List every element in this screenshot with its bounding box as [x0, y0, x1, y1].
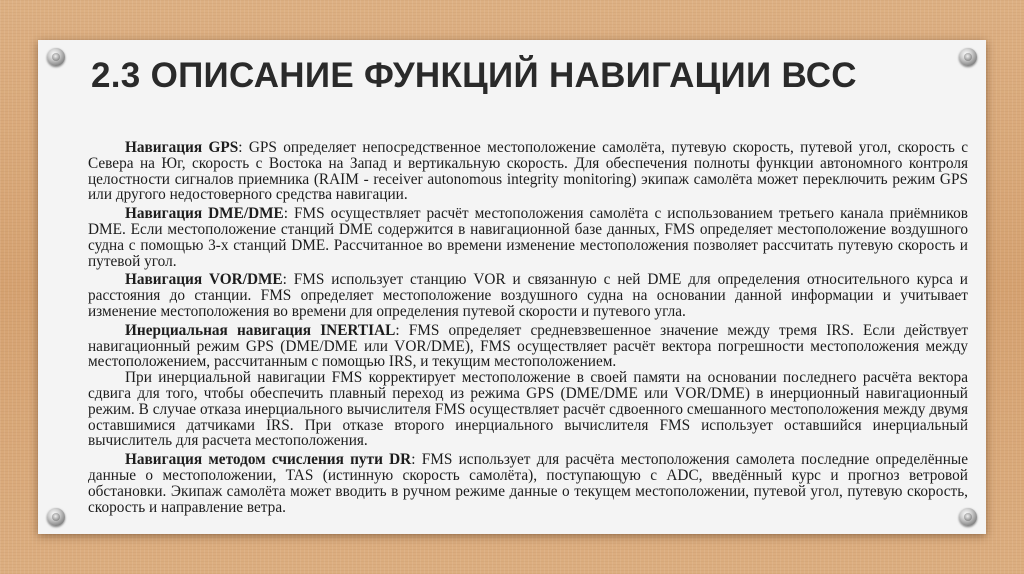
- slide-body: [88, 140, 968, 518]
- paragraph-lead: Инерциальная навигация INERTIAL: [125, 321, 396, 339]
- paragraph-lead: Навигация методом счисления пути DR: [125, 451, 412, 469]
- pin-icon: [47, 48, 65, 66]
- paragraph-lead: Навигация GPS: [125, 139, 239, 156]
- paragraph-inertial: [88, 323, 968, 370]
- paragraph-lead: Навигация VOR/DME: [125, 271, 283, 289]
- pin-icon: [959, 48, 977, 66]
- paragraph-text: При инерциальной навигации FMS корректирует местоположение в своей памяти на основании последнего расчёта вектора сдвига для того, чтобы обеспечить плавный переход из режима GPS (DME/DME или VOR/DME) в инерционный навигационный режим. В случае отказа инерциального вычислителя FMS осуществляет расчёт сдвоенного смешанного местоположения между двумя оставшимися датчиками IRS. При отказе второго инерциального вычислителя FMS использует оставшийся инерциальный вычислитель для расчета местоположения.: [88, 369, 968, 450]
- paragraph-dead-reckoning: [88, 452, 968, 515]
- paragraph-text: : FMS определяет средневзвешенное значение между тремя IRS. Если действует навигационный режим GPS (DME/DME или VOR/DME), FMS осуществляет расчёт вектора погрешности местоположения между местоположением, рассчитанным с помощью IRS, и текущим местоположением.: [88, 321, 968, 371]
- paragraph-vor-dme: [88, 272, 968, 319]
- paragraph-inertial-continued: [88, 370, 968, 449]
- paragraph-text: : FMS осуществляет расчёт местоположения самолёта с использованием третьего канала приёмников DME. Если местоположение станций DME содержится в навигационной базе данных, FMS определяет местоположение воздушного судна с помощью 3-х станций DME. Рассчитанное во времени изменение местоположения позволяет рассчитать путевую скорость и путевой угол.: [88, 205, 969, 270]
- paragraph-text: : FMS использует станцию VOR и связанную с ней DME для определения относительного курса и расстояния до станции. FMS определяет местоположение воздушного судна на основании данной информации и учитывает изменение местоположения во времени для определения путевой скорости и путевого угла.: [88, 271, 968, 320]
- slide-title: 2.3 ОПИСАНИЕ ФУНКЦИЙ НАВИГАЦИИ ВСС: [91, 56, 857, 95]
- paragraph-dme-dme: [88, 206, 968, 269]
- paragraph-gps: [88, 140, 968, 203]
- pin-icon: [47, 508, 65, 526]
- paragraph-text: : GPS определяет непосредственное местоположение самолёта, путевую скорость, путевой угол, скорость с Севера на Юг, скорость с Востока на Запад и вертикальную скорость. Для обеспечения полноты функции автономного контроля целостности сигналов приемника (RAIM - receiver autonomous integrity monitoring) экипаж самолёта может переключить режим GPS или другого недостоверного средства навигации.: [88, 139, 968, 204]
- paragraph-lead: Навигация DME/DME: [125, 205, 284, 223]
- paragraph-text: : FMS использует для расчёта местоположения самолета последние определённые данные о местоположении, TAS (истинную скорость самолёта), поступающую с ADC, введённый курс и прогноз ветровой обстановки. Экипаж самолёта может вводить в ручном режиме данные о текущем местоположении, путевой угол, путевую скорость, скорость и направление ветра.: [88, 451, 968, 516]
- slide-card: [38, 40, 986, 534]
